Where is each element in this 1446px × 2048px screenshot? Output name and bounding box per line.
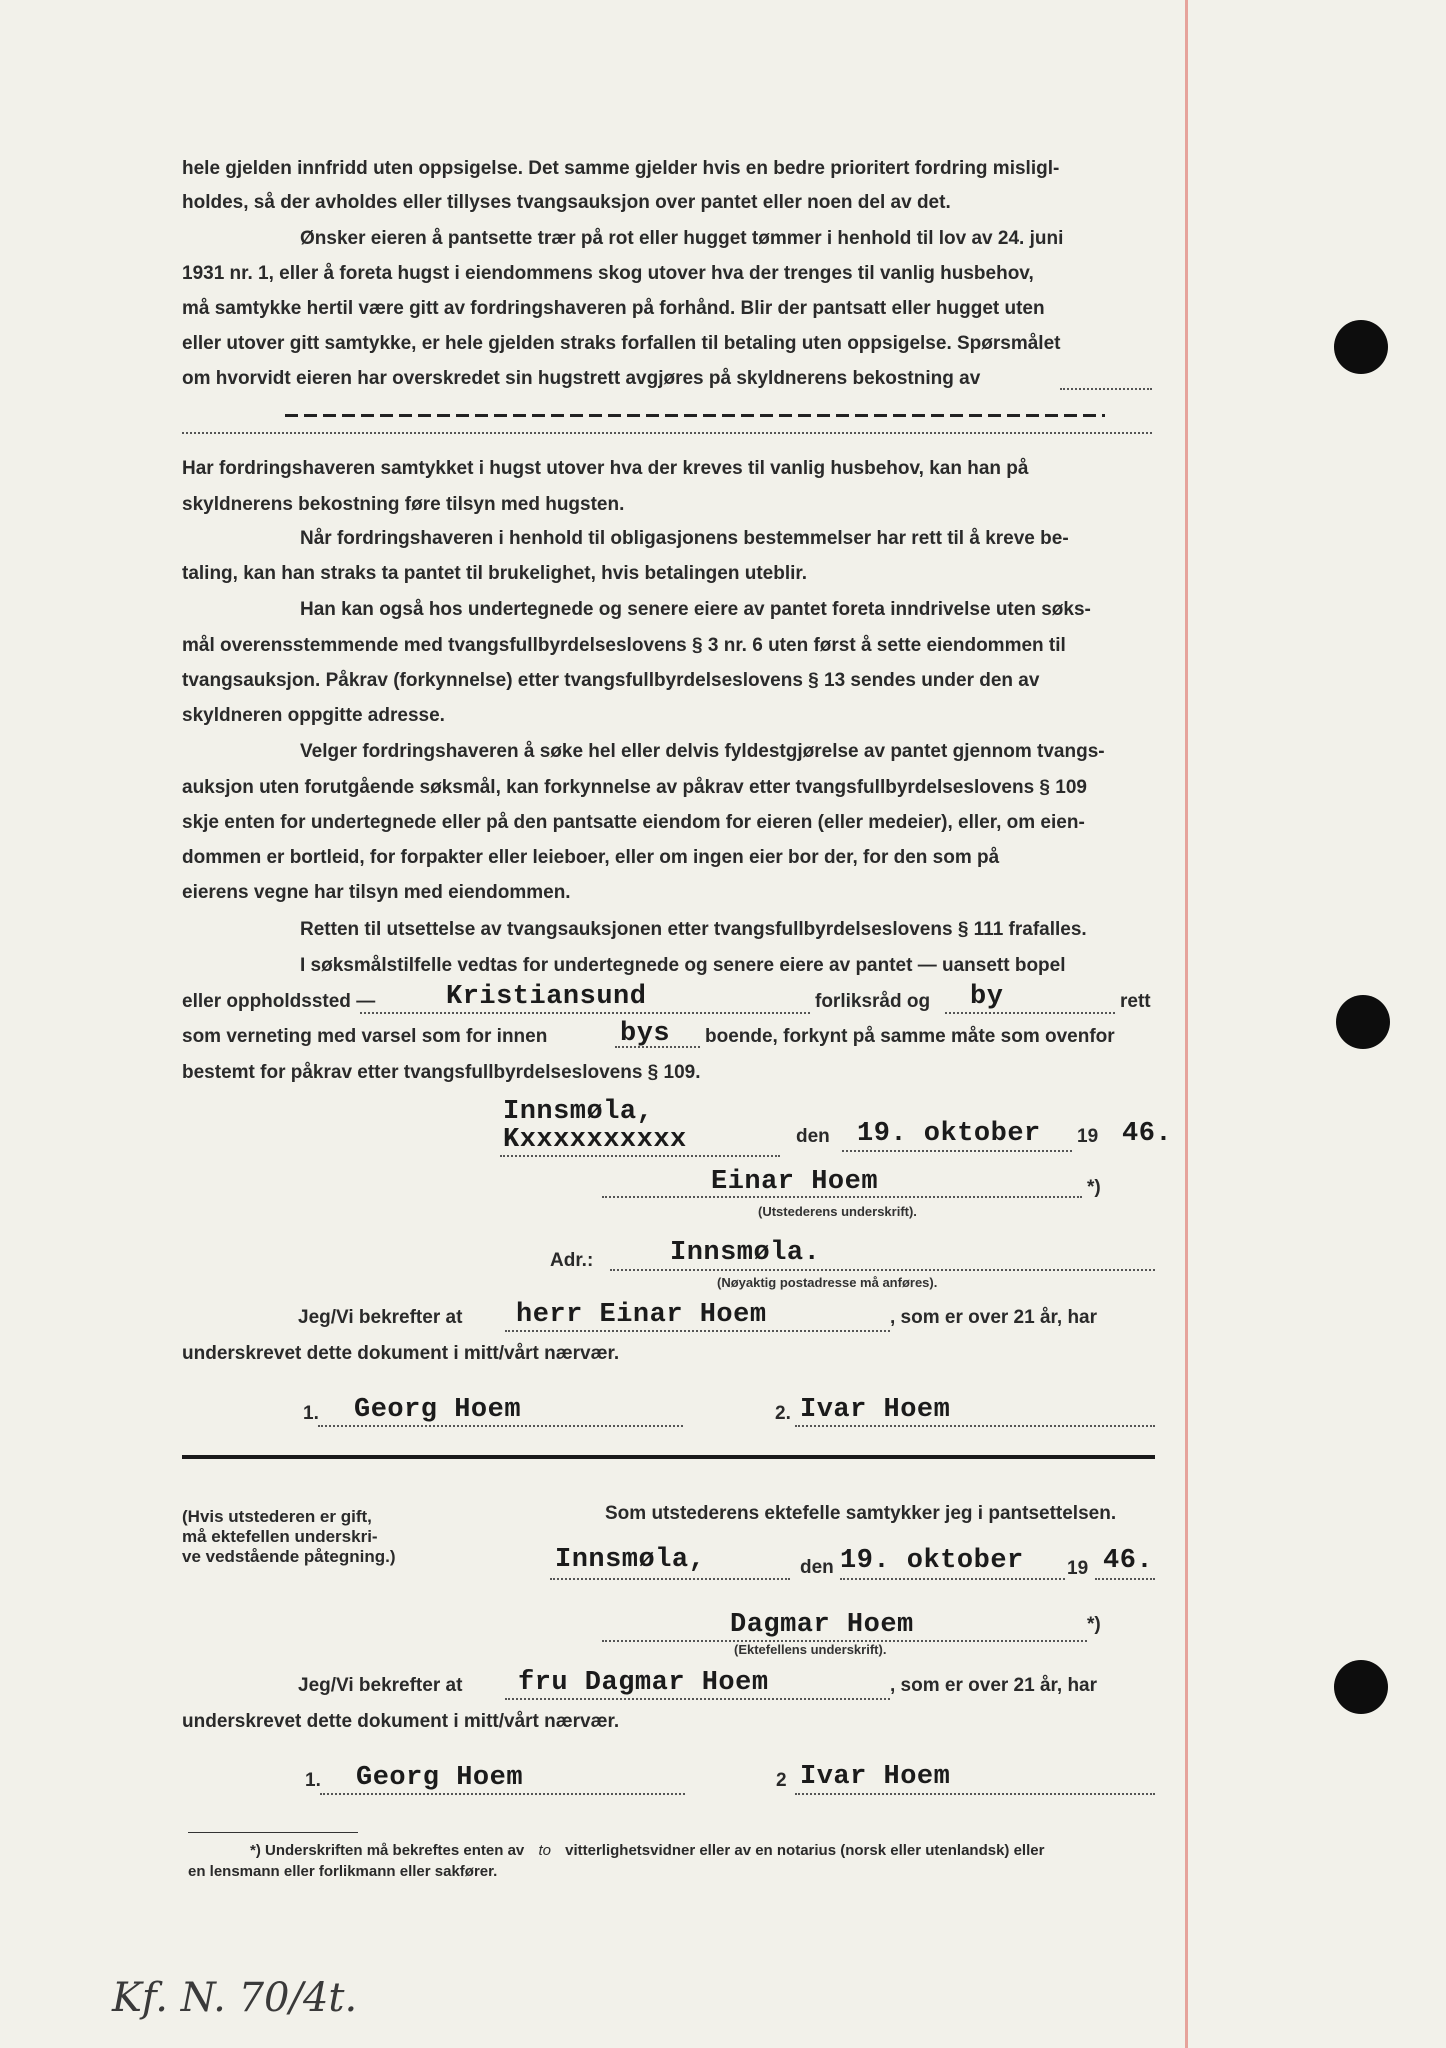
blank-line [505,1330,890,1332]
spouse-consent-text: Som utstederens ektefelle samtykker jeg i pantsettelsen. [605,1503,1117,1524]
date-field[interactable]: 19. oktober [857,1119,1041,1149]
footnote-rule [188,1832,358,1833]
blank-line [795,1793,1155,1795]
section-divider [182,1455,1155,1459]
text-line: forliksråd og [815,991,931,1012]
spouse-caption: (Ektefellens underskrift). [734,1642,887,1657]
text-line: Retten til utsettelse av tvangsauksjonen etter tvangsfullbyrdelseslovens § 111 frafalles. [300,919,1087,940]
text-line: skyldneren oppgitte adresse. [182,705,445,726]
text-line: 1931 nr. 1, eller å foreta hugst i eiendommens skog utover hva der trenges til vanlig husbehov, [182,263,1034,284]
rett-type-field[interactable]: by [970,982,1004,1012]
footnote-marker: *) [1087,1177,1101,1198]
blank-line [795,1425,1155,1427]
text-line: tvangsauksjon. Påkrav (forkynnelse) etter tvangsfullbyrdelseslovens § 13 sendes under den av [182,670,1040,691]
blank-line [945,1012,1115,1014]
text-line: , som er over 21 år, har [890,1675,1098,1696]
century-label: 19 [1067,1558,1089,1579]
text-line: , som er over 21 år, har [890,1307,1098,1328]
spouse-signature-field[interactable]: Dagmar Hoem [730,1610,914,1640]
text-line: boende, forkynt på samme måte som ovenfor [705,1026,1115,1047]
text-line: rett [1120,991,1151,1012]
blank-line [840,1578,1065,1580]
innen-field[interactable]: bys [620,1019,671,1049]
year-field[interactable]: 46. [1103,1546,1154,1576]
forliksrad-place-field[interactable]: Kristiansund [446,982,647,1012]
witness2-field[interactable]: Ivar Hoem [800,1395,951,1425]
blank-line [320,1793,685,1795]
text-line: bestemt for påkrav etter tvangsfullbyrdelseslovens § 109. [182,1062,701,1083]
text-line: om hvorvidt eieren har overskredet sin hugstrett avgjøres på skyldnerens bekostning av [182,368,981,389]
blank-line [602,1196,1082,1198]
text-line: Når fordringshaveren i henhold til obligasjonens bestemmelser har rett til å kreve be- [300,528,1069,549]
footnote-part: *) Underskriften må bekreftes enten av [250,1842,525,1859]
text-line: som verneting med varsel som for innen [182,1026,548,1047]
punch-hole [1336,995,1390,1049]
blank-line [318,1425,683,1427]
blank-line [360,1012,810,1014]
text-line: skyldnerens bekostning føre tilsyn med hugsten. [182,494,625,515]
witness2-field[interactable]: Ivar Hoem [800,1762,951,1792]
spouse-note-1: (Hvis utstederen er gift, [182,1507,372,1526]
text-line: skje enten for undertegnede eller på den pantsatte eiendom for eieren (eller medeier), eller, om eien- [182,812,1085,833]
text-line: I søksmålstilfelle vedtas for undertegnede og senere eiere av pantet — uansett bopel [300,955,1066,976]
blank-line [842,1150,1072,1152]
text-line: eierens vegne har tilsyn med eiendommen. [182,882,571,903]
footnote-part: vitterlighetsvidner eller av en notarius (norsk eller utenlandsk) eller [565,1842,1045,1859]
den-label: den [800,1557,834,1578]
text-line: Ønsker eieren å pantsette trær på rot eller hugget tømmer i henhold til lov av 24. juni [300,228,1064,249]
text-line: Jeg/Vi bekrefter at [298,1307,463,1328]
text-line: taling, kan han straks ta pantet til brukelighet, hvis betalingen uteblir. [182,563,808,584]
text-line: dommen er bortleid, for forpakter eller leieboer, eller om ingen eier bor der, for den som på [182,847,1000,868]
address-caption: (Nøyaktig postadresse må anføres). [717,1275,938,1290]
punch-hole [1334,320,1388,374]
margin-line [1185,0,1188,2048]
text-line: eller utover gitt samtykke, er hele gjelden straks forfallen til betaling uten oppsigelse. Spørsmålet [182,333,1061,354]
blank-line [610,1269,1155,1271]
blank-line [615,1046,700,1048]
signature-field[interactable]: Einar Hoem [711,1167,879,1197]
year-field[interactable]: 46. [1122,1119,1173,1149]
number-label: 2 [776,1770,787,1791]
witness-subject-field[interactable]: fru Dagmar Hoem [518,1668,769,1698]
number-label: 1. [305,1770,321,1791]
witness1-field[interactable]: Georg Hoem [356,1763,524,1793]
blank-line [550,1578,790,1580]
date-field[interactable]: 19. oktober [840,1546,1024,1576]
place-field[interactable]: Innsmøla, [503,1097,654,1127]
text-line: holdes, så der avholdes eller tillyses tvangsauksjon over pantet eller noen del av det. [182,192,951,213]
text-line: Jeg/Vi bekrefter at [298,1675,463,1696]
text-line: eller oppholdssted — [182,991,376,1012]
blank-line [505,1698,890,1700]
number-label: 1. [303,1403,319,1424]
footnote-text [250,1842,1044,1859]
address-field[interactable]: Innsmøla. [670,1238,821,1268]
blank-line [1060,388,1152,390]
spouse-note-2: må ektefellen underskri- [182,1527,378,1546]
struck-place: Kxxxxxxxxxx [503,1125,687,1155]
address-label: Adr.: [550,1250,594,1271]
blank-line [500,1155,780,1157]
text-line: underskrevet dette dokument i mitt/vårt nærvær. [182,1343,620,1364]
text-line: hele gjelden innfridd uten oppsigelse. Det samme gjelder hvis en bedre prioritert fordring misligl- [182,158,1060,179]
blank-line [1095,1578,1155,1580]
century-label: 19 [1077,1126,1099,1147]
text-line: mål overensstemmende med tvangsfullbyrdelseslovens § 3 nr. 6 uten først å sette eiendommen til [182,635,1066,656]
footnote-text: en lensmann eller forlikmann eller sakfører. [188,1863,498,1880]
text-line: underskrevet dette dokument i mitt/vårt nærvær. [182,1711,620,1732]
handwritten-annotation: Kf. N. 70/4t. [112,1975,358,2021]
footnote-marker: *) [1087,1614,1101,1635]
signature-caption: (Utstederens underskrift). [758,1204,917,1219]
text-line: Han kan også hos undertegnede og senere eiere av pantet foreta inndrivelse uten søks- [300,599,1091,620]
blank-line [182,432,1152,434]
text-line: auksjon uten forutgående søksmål, kan forkynnelse av påkrav etter tvangsfullbyrdelseslovens § 109 [182,777,1087,798]
witness-subject-field[interactable]: herr Einar Hoem [516,1300,767,1330]
place-field[interactable]: Innsmøla, [555,1545,706,1575]
text-line: Velger fordringshaveren å søke hel eller delvis fyldestgjørelse av pantet gjennom tvangs- [300,741,1105,762]
den-label: den [796,1126,830,1147]
typed-dash-line [285,414,1105,417]
number-label: 2. [775,1403,791,1424]
text-line: Har fordringshaveren samtykket i hugst utover hva der kreves til vanlig husbehov, kan han på [182,458,1029,479]
witness1-field[interactable]: Georg Hoem [354,1395,522,1425]
punch-hole [1334,1660,1388,1714]
footnote-filled: to [538,1842,551,1859]
spouse-note-3: ve vedstående påtegning.) [182,1547,396,1566]
text-line: må samtykke hertil være gitt av fordringshaveren på forhånd. Blir der pantsatt eller hugget uten [182,298,1045,319]
